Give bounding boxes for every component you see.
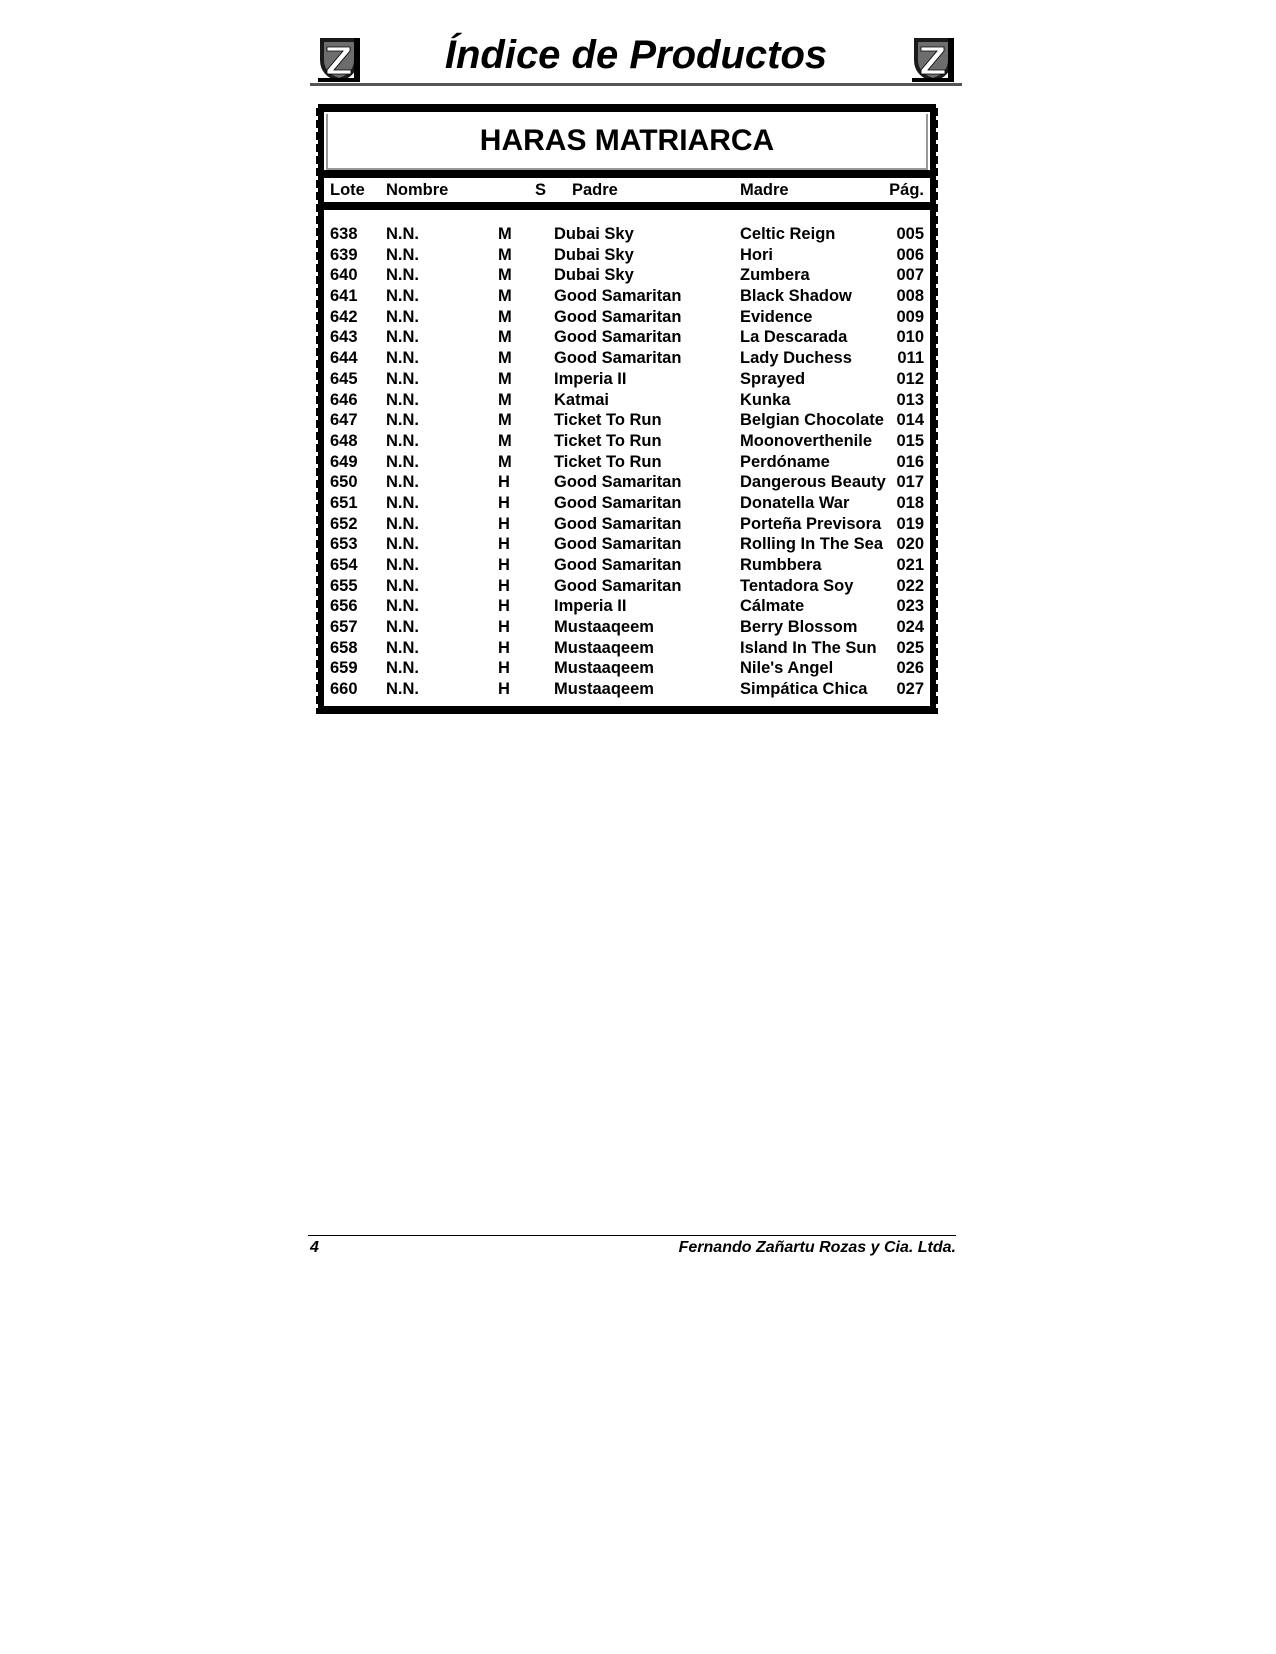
cell-sexo: H xyxy=(498,618,510,637)
cell-padre: Good Samaritan xyxy=(554,535,682,554)
cell-pag: 008 xyxy=(896,287,924,306)
table-row xyxy=(324,348,930,369)
cell-nombre: N.N. xyxy=(386,452,419,471)
cell-lote: 659 xyxy=(330,659,358,678)
cell-madre: Cálmate xyxy=(740,597,805,616)
table-row xyxy=(324,390,930,411)
page-number: 4 xyxy=(310,1239,319,1256)
cell-sexo: M xyxy=(498,245,512,264)
table-row xyxy=(324,431,930,452)
cell-lote: 642 xyxy=(330,307,358,326)
cell-pag: 020 xyxy=(896,535,924,554)
cell-madre: Hori xyxy=(740,245,773,264)
table-body xyxy=(324,210,930,700)
cell-pag: 009 xyxy=(896,307,924,326)
cell-madre: Belgian Chocolate xyxy=(740,411,884,430)
table-row xyxy=(324,369,930,390)
cell-padre: Mustaaqeem xyxy=(554,680,654,699)
cell-sexo: M xyxy=(498,287,512,306)
cell-nombre: N.N. xyxy=(386,473,419,492)
col-sexo-header: S xyxy=(535,181,547,199)
table-row xyxy=(324,658,930,679)
cell-pag: 025 xyxy=(896,638,924,657)
cell-nombre: N.N. xyxy=(386,597,419,616)
cell-lote: 645 xyxy=(330,369,358,388)
cell-madre: Rolling In The Sea xyxy=(740,535,884,554)
cell-madre: Berry Blossom xyxy=(740,618,858,637)
cell-sexo: H xyxy=(498,680,510,699)
cell-pag: 019 xyxy=(896,514,924,533)
cell-sexo: H xyxy=(498,576,510,595)
cell-lote: 650 xyxy=(330,473,358,492)
cell-pag: 023 xyxy=(896,597,924,616)
cell-pag: 024 xyxy=(896,618,924,637)
cell-lote: 655 xyxy=(330,576,358,595)
table-row xyxy=(324,224,930,245)
farm-name: HARAS MATRIARCA xyxy=(326,114,928,170)
cell-madre: Island In The Sun xyxy=(740,638,877,657)
table-row xyxy=(324,617,930,638)
cell-pag: 005 xyxy=(896,225,924,243)
cell-pag: 011 xyxy=(897,349,924,368)
cell-nombre: N.N. xyxy=(386,245,419,264)
cell-lote: 660 xyxy=(330,680,358,699)
cell-nombre: N.N. xyxy=(386,638,419,657)
cell-nombre: N.N. xyxy=(386,225,419,243)
cell-sexo: H xyxy=(498,535,510,554)
col-pag-header: Pág. xyxy=(889,181,924,199)
cell-padre: Mustaaqeem xyxy=(554,618,654,637)
cell-sexo: H xyxy=(498,597,510,616)
cell-nombre: N.N. xyxy=(386,369,419,388)
cell-nombre: N.N. xyxy=(386,390,419,409)
cell-pag: 021 xyxy=(896,556,924,574)
cell-pag: 010 xyxy=(896,328,924,347)
cell-sexo: M xyxy=(498,307,512,326)
cell-madre: Lady Duchess xyxy=(740,349,852,368)
zn-shield-logo-icon xyxy=(314,34,364,84)
cell-pag: 017 xyxy=(896,473,924,492)
cell-madre: Tentadora Soy xyxy=(740,576,854,595)
cell-lote: 643 xyxy=(330,328,358,347)
table-row xyxy=(324,514,930,535)
cell-madre: Moonoverthenile xyxy=(740,431,873,450)
header-divider xyxy=(310,83,962,86)
col-lote-header: Lote xyxy=(330,181,365,199)
cell-madre: Perdóname xyxy=(740,452,830,471)
cell-lote: 639 xyxy=(330,245,358,264)
cell-lote: 657 xyxy=(330,618,358,637)
cell-madre: Sprayed xyxy=(740,369,806,388)
cell-lote: 651 xyxy=(330,493,358,512)
cell-pag: 022 xyxy=(896,576,924,595)
cell-madre: Black Shadow xyxy=(740,287,852,306)
cell-nombre: N.N. xyxy=(386,287,419,306)
table-row xyxy=(324,327,930,348)
cell-madre: La Descarada xyxy=(740,328,848,347)
table-row xyxy=(324,245,930,266)
cell-sexo: M xyxy=(498,369,512,388)
cell-nombre: N.N. xyxy=(386,514,419,533)
cell-padre: Imperia II xyxy=(554,369,627,388)
cell-nombre: N.N. xyxy=(386,659,419,678)
cell-nombre: N.N. xyxy=(386,431,419,450)
cell-padre: Ticket To Run xyxy=(554,452,662,471)
section-divider xyxy=(316,202,938,210)
cell-padre: Ticket To Run xyxy=(554,431,662,450)
cell-padre: Mustaaqeem xyxy=(554,659,654,678)
cell-padre: Imperia II xyxy=(554,597,627,616)
cell-pag: 026 xyxy=(896,659,924,678)
cell-madre: Porteña Previsora xyxy=(740,514,882,533)
cell-lote: 654 xyxy=(330,556,358,574)
cell-nombre: N.N. xyxy=(386,266,419,285)
cell-madre: Kunka xyxy=(740,390,791,409)
cell-sexo: M xyxy=(498,431,512,450)
cell-padre: Good Samaritan xyxy=(554,473,682,492)
cell-nombre: N.N. xyxy=(386,576,419,595)
col-nombre-header: Nombre xyxy=(386,181,449,199)
table-row xyxy=(324,555,930,576)
cell-madre: Dangerous Beauty xyxy=(740,473,886,492)
table-row xyxy=(324,286,930,307)
cell-padre: Mustaaqeem xyxy=(554,638,654,657)
cell-lote: 644 xyxy=(330,349,358,368)
cell-nombre: N.N. xyxy=(386,556,419,574)
cell-padre: Good Samaritan xyxy=(554,556,682,574)
cell-lote: 649 xyxy=(330,452,358,471)
cell-lote: 656 xyxy=(330,597,358,616)
cell-pag: 027 xyxy=(896,680,924,699)
cell-nombre: N.N. xyxy=(386,328,419,347)
cell-sexo: M xyxy=(498,349,512,368)
cell-lote: 658 xyxy=(330,638,358,657)
table-row xyxy=(324,576,930,597)
cell-sexo: H xyxy=(498,638,510,657)
table-row xyxy=(324,679,930,700)
cell-nombre: N.N. xyxy=(386,349,419,368)
cell-lote: 640 xyxy=(330,266,358,285)
table-row xyxy=(324,410,930,431)
cell-sexo: H xyxy=(498,493,510,512)
cell-sexo: H xyxy=(498,659,510,678)
cell-nombre: N.N. xyxy=(386,493,419,512)
cell-pag: 015 xyxy=(896,431,924,450)
cell-nombre: N.N. xyxy=(386,411,419,430)
cell-pag: 012 xyxy=(896,369,924,388)
cell-pag: 016 xyxy=(896,452,924,471)
product-index-box xyxy=(316,104,938,714)
cell-madre: Zumbera xyxy=(740,266,810,285)
cell-nombre: N.N. xyxy=(386,535,419,554)
cell-nombre: N.N. xyxy=(386,618,419,637)
table-row xyxy=(324,307,930,328)
cell-padre: Good Samaritan xyxy=(554,287,682,306)
cell-lote: 653 xyxy=(330,535,358,554)
table-row xyxy=(324,638,930,659)
cell-sexo: M xyxy=(498,411,512,430)
cell-lote: 648 xyxy=(330,431,358,450)
cell-sexo: M xyxy=(498,452,512,471)
cell-sexo: H xyxy=(498,514,510,533)
cell-sexo: M xyxy=(498,225,512,243)
table-row xyxy=(324,265,930,286)
col-madre-header: Madre xyxy=(740,181,789,199)
cell-sexo: M xyxy=(498,390,512,409)
cell-padre: Good Samaritan xyxy=(554,514,682,533)
col-padre-header: Padre xyxy=(572,181,618,199)
cell-sexo: M xyxy=(498,266,512,285)
page-title: Índice de Productos xyxy=(444,33,828,77)
cell-lote: 647 xyxy=(330,411,358,430)
cell-sexo: H xyxy=(498,556,510,574)
cell-padre: Good Samaritan xyxy=(554,307,682,326)
cell-pag: 014 xyxy=(896,411,924,430)
cell-madre: Simpática Chica xyxy=(740,680,868,699)
cell-padre: Good Samaritan xyxy=(554,328,682,347)
table-header xyxy=(324,178,930,202)
cell-madre: Evidence xyxy=(740,307,813,326)
cell-padre: Katmai xyxy=(554,390,610,409)
cell-pag: 006 xyxy=(896,245,924,264)
cell-lote: 652 xyxy=(330,514,358,533)
table-row xyxy=(324,534,930,555)
cell-pag: 007 xyxy=(896,266,924,285)
cell-pag: 018 xyxy=(896,493,924,512)
section-divider xyxy=(316,170,938,178)
company-name: Fernando Zañartu Rozas y Cia. Ltda. xyxy=(678,1239,956,1256)
cell-pag: 013 xyxy=(896,390,924,409)
cell-padre: Good Samaritan xyxy=(554,576,682,595)
table-row xyxy=(324,472,930,493)
cell-padre: Good Samaritan xyxy=(554,493,682,512)
table-row xyxy=(324,493,930,514)
cell-padre: Good Samaritan xyxy=(554,349,682,368)
zn-shield-logo-icon xyxy=(908,34,958,84)
cell-padre: Ticket To Run xyxy=(554,411,662,430)
table-row xyxy=(324,452,930,473)
cell-padre: Dubai Sky xyxy=(554,266,634,285)
cell-lote: 638 xyxy=(330,225,358,243)
cell-madre: Nile's Angel xyxy=(740,659,834,678)
cell-sexo: H xyxy=(498,473,510,492)
cell-madre: Rumbbera xyxy=(740,556,822,574)
cell-lote: 646 xyxy=(330,390,358,409)
cell-nombre: N.N. xyxy=(386,680,419,699)
cell-madre: Donatella War xyxy=(740,493,850,512)
page-header xyxy=(310,30,962,86)
table-row xyxy=(324,596,930,617)
cell-sexo: M xyxy=(498,328,512,347)
cell-madre: Celtic Reign xyxy=(740,225,836,243)
footer-divider xyxy=(308,1235,956,1236)
cell-lote: 641 xyxy=(330,287,358,306)
cell-padre: Dubai Sky xyxy=(554,225,634,243)
cell-padre: Dubai Sky xyxy=(554,245,634,264)
cell-nombre: N.N. xyxy=(386,307,419,326)
